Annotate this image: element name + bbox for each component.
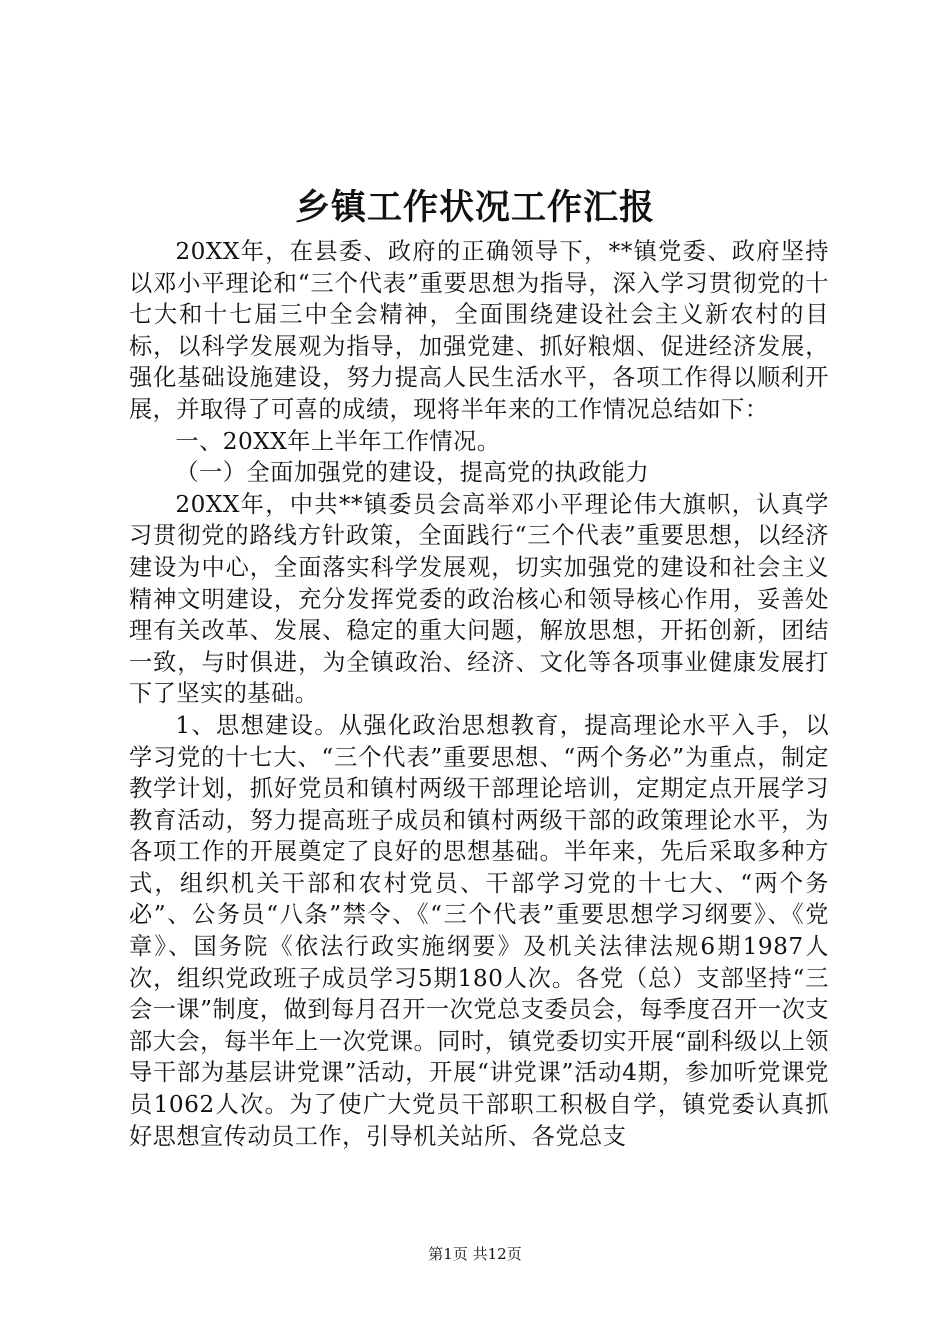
- ideology-paragraph: 1、思想建设。从强化政治思想教育，提高理论水平入手，以学习党的十七大、“三个代表”重要思想、“两个务必”为重点，制定教学计划，抓好党员和镇村两级干部理论培训，定期定点开展学习教育活动，努力提高班子成员和镇村两级干部的政策理论水平，为各项工作的开展奠定了良好的思想基础。半年来，先后采取多种方式，组织机关干部和农村党员、干部学习党的十七大、“两个务必”、公务员“八条”禁令、《“三个代表”重要思想学习纲要》、《党章》、国务院《依法行政实施纲要》及机关法律法规6期1987人次，组织党政班子成员学习5期180人次。各党（总）支部坚持“三会一课”制度，做到每月召开一次党总支委员会，每季度召开一次支部大会，每半年上一次党课。同时，镇党委切实开展“副科级以上领导干部为基层讲党课”活动，开展“讲党课”活动4期，参加听党课党员1062人次。为了使广大党员干部职工积极自学，镇党委认真抓好思想宣传动员工作，引导机关站所、各党总支: [129, 711, 829, 1150]
- document-title: 乡镇工作状况工作汇报: [294, 188, 655, 228]
- party-building-paragraph: 20XX年，中共**镇委员会高举邓小平理论伟大旗帜，认真学习贯彻党的路线方针政策，全面践行“三个代表”重要思想，以经济建设为中心，全面落实科学发展观，切实加强党的建设和社会主义精神文明建设，充分发挥党委的政治核心和领导核心作用，妥善处理有关改革、发展、稳定的重大问题，解放思想，开拓创新，团结一致，与时俱进，为全镇政治、经济、文化等各项事业健康发展打下了坚实的基础。: [129, 490, 829, 708]
- section-heading: 一、20XX年上半年工作情况。: [175, 427, 501, 455]
- document-body: [129, 236, 829, 1152]
- page-number-footer: 第1页 共12页: [428, 1245, 522, 1263]
- intro-paragraph: 20XX年，在县委、政府的正确领导下，**镇党委、政府坚持以邓小平理论和“三个代表”重要思想为指导，深入学习贯彻党的十七大和十七届三中全会精神，全面围绕建设社会主义新农村的目标，以科学发展观为指导，加强党建、抓好粮烟、促进经济发展，强化基础设施建设，努力提高人民生活水平，各项工作得以顺利开展，并取得了可喜的成绩，现将半年来的工作情况总结如下：: [129, 238, 829, 423]
- subsection-heading: （一）全面加强党的建设，提高党的执政能力: [175, 459, 650, 487]
